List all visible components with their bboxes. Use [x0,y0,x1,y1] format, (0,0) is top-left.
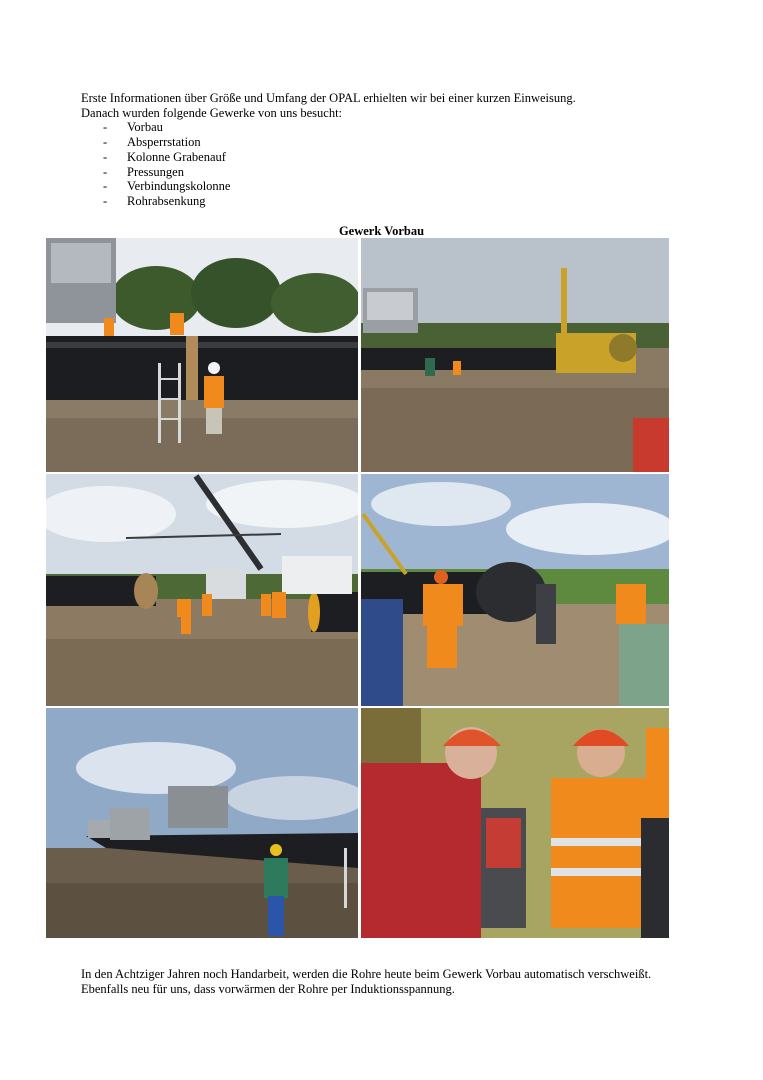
list-dash: - [103,120,108,135]
photo-pipe-welding-station [46,238,358,472]
photo-crane-lifting-equipment [46,474,358,706]
intro-line-1: Erste Informationen über Größe und Umfang der OPAL erhielten wir bei einer kurzen Einweisung. [81,91,576,105]
list-item [81,150,721,165]
list-item [81,165,721,180]
intro-line-2: Danach wurden folgende Gewerke von uns besucht: [81,105,343,120]
photo-workers-pipe-clamp [361,474,669,706]
list-item-label: Pressungen [127,164,184,179]
list-item [81,120,721,135]
caption-text-block [81,967,721,997]
photo-pipeline-welding-stations [46,708,358,938]
caption-line-1: In den Achtziger Jahren noch Handarbeit, werden die Rohre heute beim Gewerk Vorbau automatisch verschweißt. [81,967,652,981]
list-dash: - [103,193,108,208]
photo-grid [46,238,670,938]
photo-workers-closeup-welding-tool [361,708,669,938]
trades-list [81,120,721,208]
list-item-label: Vorbau [127,120,163,135]
list-item-label: Absperrstation [127,135,201,150]
photo-construction-site-sideboom [361,238,669,472]
list-dash: - [103,135,108,150]
list-item-label: Verbindungskolonne [127,179,231,194]
section-title: Gewerk Vorbau [338,224,425,238]
intro-text-block [81,91,721,209]
caption-line-2: Ebenfalls neu für uns, dass vorwärmen der Rohre per Induktionsspannung. [81,982,455,996]
list-dash: - [103,149,108,164]
list-item [81,179,721,194]
list-dash: - [103,164,108,179]
list-dash: - [103,179,108,194]
list-item [81,135,721,150]
list-item-label: Kolonne Grabenauf [127,149,226,164]
list-item [81,194,721,209]
list-item-label: Rohrabsenkung [127,193,206,208]
